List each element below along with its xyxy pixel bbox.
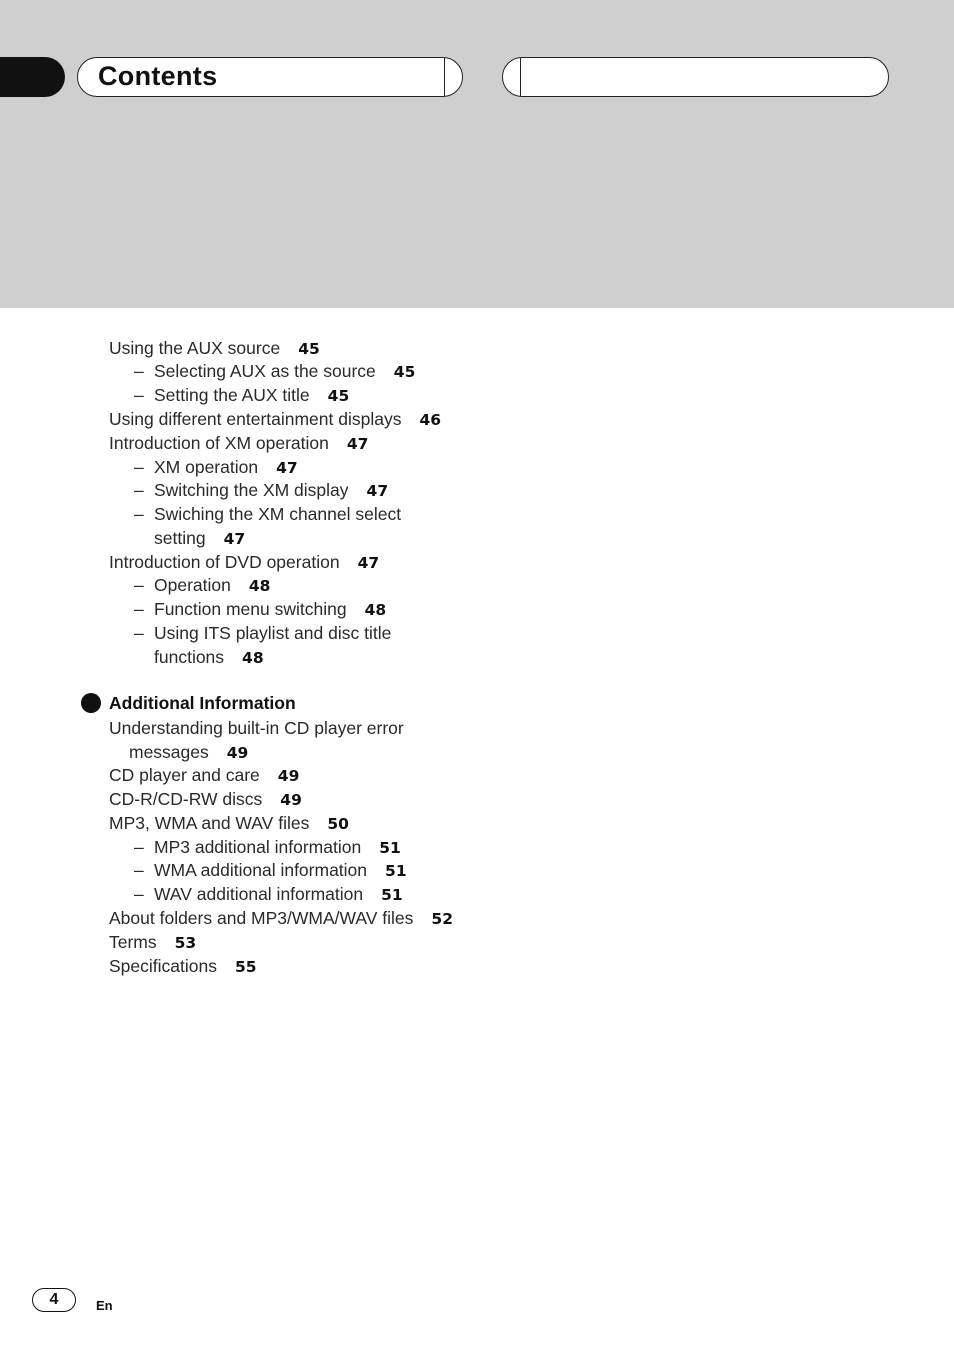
toc-subentry[interactable] — [154, 574, 270, 597]
toc-entry-page: 45 — [393, 363, 416, 381]
toc-entry-page: 45 — [327, 387, 350, 405]
toc-entry-label: Understanding built-in CD player error — [109, 718, 404, 738]
toc-entry-label: Function menu switching — [154, 599, 347, 619]
toc-entry-page: 55 — [234, 958, 257, 976]
header-band — [0, 0, 954, 308]
blank-header-box — [502, 57, 889, 97]
toc-entry-label: Using different entertainment displays — [109, 409, 402, 429]
toc-entry[interactable] — [109, 408, 441, 431]
toc-entry-label: setting — [154, 528, 206, 548]
toc-subentry[interactable] — [154, 622, 391, 644]
toc-entry[interactable] — [109, 717, 404, 739]
toc-entry-label: WMA additional information — [154, 860, 368, 880]
toc-subentry[interactable] — [154, 503, 401, 525]
toc-entry-label: Introduction of XM operation — [109, 433, 329, 453]
toc-entry[interactable] — [109, 812, 349, 835]
blank-box-divider — [520, 58, 521, 96]
toc-entry-label: Swiching the XM channel select — [154, 504, 402, 524]
toc-subentry[interactable] — [154, 456, 298, 479]
toc-entry-page: 46 — [419, 411, 442, 429]
toc-entry-page: 49 — [280, 791, 302, 809]
toc-dash: – — [134, 837, 144, 857]
toc-dash: – — [134, 504, 144, 524]
toc-entry-page: 49 — [226, 744, 249, 762]
page-title: Contents — [98, 61, 218, 91]
toc-entry-page: 51 — [385, 862, 407, 880]
toc-entry[interactable] — [109, 432, 368, 455]
toc-entry-page: 48 — [248, 577, 271, 595]
toc-entry-label: Specifications — [109, 956, 217, 976]
toc-entry[interactable] — [109, 764, 299, 787]
toc-entry-page: 47 — [276, 459, 298, 477]
toc-entry-label: Terms — [109, 932, 157, 952]
toc-entry-page: 53 — [174, 934, 197, 952]
toc-entry-continued[interactable] — [129, 741, 248, 764]
toc-entry-page: 48 — [242, 649, 264, 667]
toc-entry[interactable] — [109, 955, 257, 978]
toc-dash: – — [134, 361, 144, 381]
section-title[interactable]: Additional Information — [109, 693, 296, 713]
toc-dash: – — [134, 884, 144, 904]
toc-subentry[interactable] — [154, 859, 407, 882]
toc-entry-label: functions — [154, 647, 225, 667]
toc-entry[interactable] — [109, 931, 196, 954]
toc-subentry[interactable] — [154, 836, 401, 859]
toc-entry-page: 50 — [327, 815, 349, 833]
toc-entry-label: XM operation — [154, 457, 259, 477]
toc-entry-label: CD-R/CD-RW discs — [109, 789, 263, 809]
toc-entry-label: Introduction of DVD operation — [109, 552, 340, 572]
toc-entry-page: 51 — [379, 839, 401, 857]
toc-entry[interactable] — [109, 337, 320, 360]
toc-entry-page: 47 — [357, 554, 380, 572]
toc-subentry[interactable] — [154, 479, 388, 502]
toc-entry-label: About folders and MP3/WMA/WAV files — [109, 908, 414, 928]
toc-entry-page: 47 — [223, 530, 246, 548]
toc-subentry[interactable] — [154, 360, 415, 383]
page-number: 4 — [32, 1288, 76, 1312]
title-box-divider — [444, 58, 445, 96]
toc-entry-page: 51 — [381, 886, 403, 904]
toc-dash: – — [134, 860, 144, 880]
toc-entry-page: 47 — [366, 482, 389, 500]
toc-entry-label: Selecting AUX as the source — [154, 361, 376, 381]
toc-subentry[interactable] — [154, 883, 403, 906]
toc-entry-label: messages — [129, 742, 209, 762]
title-box — [77, 57, 463, 97]
toc-entry-page: 49 — [277, 767, 300, 785]
toc-entry-label: WAV additional information — [154, 884, 364, 904]
toc-entry-label: CD player and care — [109, 765, 260, 785]
toc-entry-page: 52 — [431, 910, 453, 928]
toc-subentry-continued[interactable] — [154, 527, 245, 550]
toc-entry-page: 48 — [364, 601, 387, 619]
language-label: En — [96, 1298, 113, 1313]
toc-entry[interactable] — [109, 551, 379, 574]
toc-subentry-continued[interactable] — [154, 646, 264, 669]
toc-dash: – — [134, 385, 144, 405]
section-tab-marker — [0, 57, 65, 97]
toc-entry[interactable] — [109, 788, 302, 811]
section-bullet-icon — [81, 693, 101, 713]
toc-entry-label: Operation — [154, 575, 231, 595]
toc-dash: – — [134, 623, 144, 643]
toc-dash: – — [134, 575, 144, 595]
toc-dash: – — [134, 457, 144, 477]
toc-entry-page: 45 — [298, 340, 320, 358]
toc-entry-label: MP3 additional information — [154, 837, 362, 857]
toc-entry-label: Using ITS playlist and disc title — [154, 623, 392, 643]
toc-entry-page: 47 — [346, 435, 369, 453]
toc-entry-label: Setting the AUX title — [154, 385, 310, 405]
toc-dash: – — [134, 480, 144, 500]
toc-subentry[interactable] — [154, 384, 349, 407]
toc-dash: – — [134, 599, 144, 619]
toc-entry-label: Using the AUX source — [109, 338, 281, 358]
toc-entry[interactable] — [109, 907, 453, 930]
toc-subentry[interactable] — [154, 598, 386, 621]
toc-entry-label: MP3, WMA and WAV files — [109, 813, 310, 833]
toc-entry-label: Switching the XM display — [154, 480, 349, 500]
